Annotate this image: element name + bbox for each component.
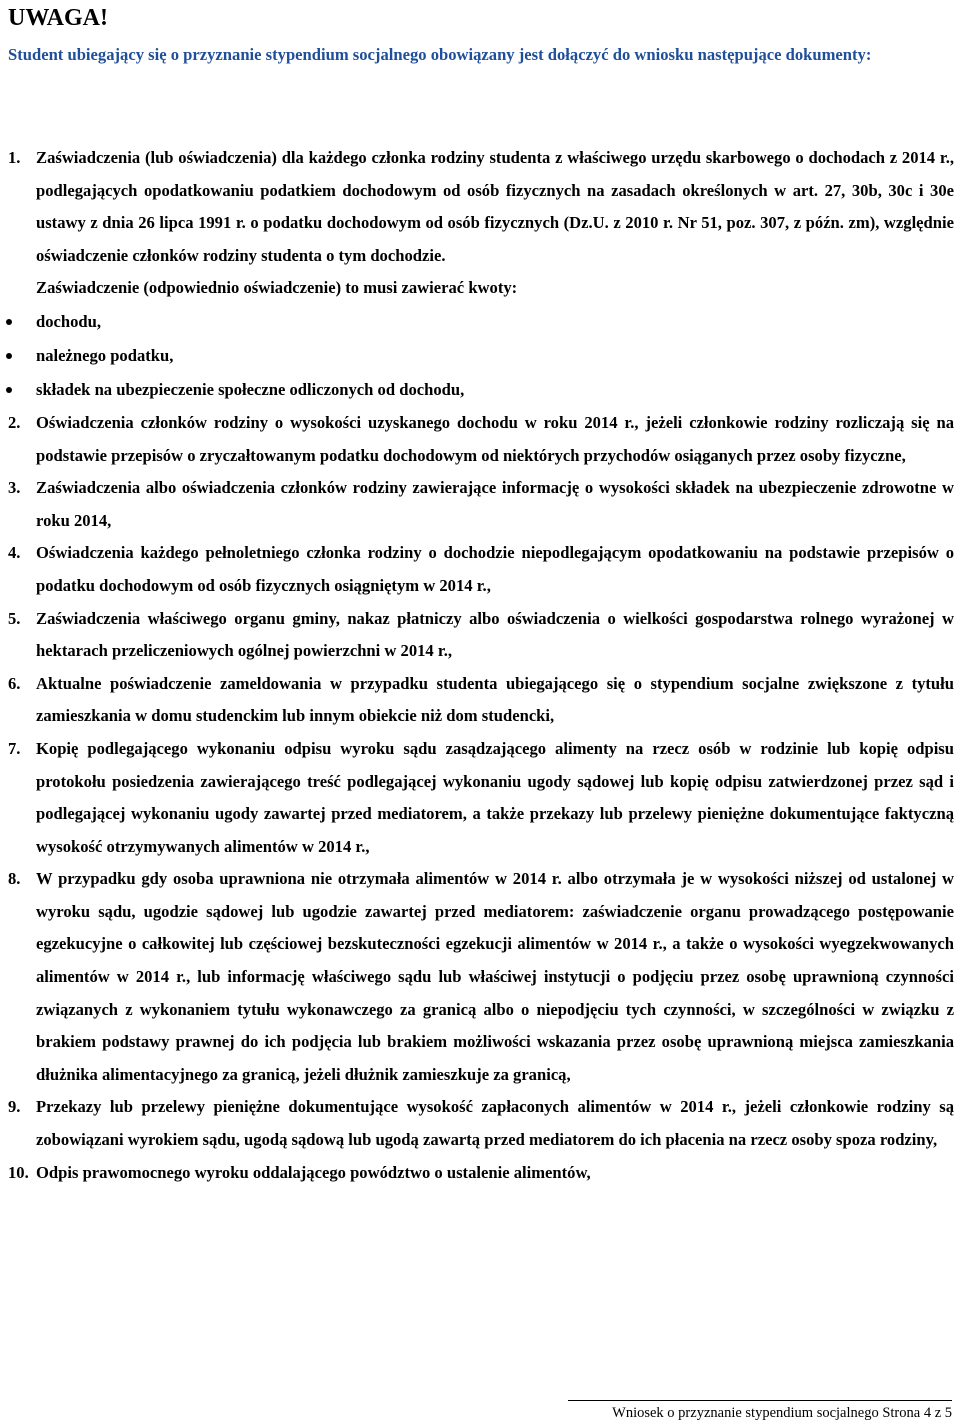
list-item	[4, 142, 954, 272]
bullet-text: należnego podatku,	[36, 345, 174, 365]
sub-intro: Zaświadczenie (odpowiednio oświadczenie) to musi zawierać kwoty:	[36, 278, 518, 298]
bullet-list	[4, 305, 954, 407]
item-text: Zaświadczenia (lub oświadczenia) dla każdego członka rodziny studenta z właściwego urzędu skarbowego o dochodach z 2014 r., podlegających opodatkowaniu podatkiem dochodowym od osób fizycznych na zasadach określonych w art. 27, 30b, 30c i 30e ustawy z dnia 26 lipca 1991 r. o podatku dochodowym od osób fizycznych (Dz.U. z 2010 r. Nr 51, poz. 307, z późn. zm), względnie oświadczenie członków rodziny studenta o tym dochodzie.	[36, 148, 954, 265]
item-text: Kopię podlegającego wykonaniu odpisu wyroku sądu zasądzającego alimenty na rzecz osób w rodzinie lub kopię odpisu protokołu posiedzenia zawierającego treść podlegającej wykonaniu ugody sądowej lub kopię odpisu zatwierdzonej przez sąd i podlegającej wykonaniu ugody zawartej przed mediatorem, a także przekazy lub przelewy pieniężne dokumentujące faktyczną wysokość otrzymywanych alimentów w 2014 r.,	[36, 738, 954, 856]
list-item	[4, 668, 954, 733]
item-text: W przypadku gdy osoba uprawniona nie otrzymała alimentów w 2014 r. albo otrzymała je w wysokości niższej od ustalonej w wyroku sądu, ugodzie sądowej lub ugodzie zawartej przed mediatorem: zaświadczenie organu prowadzącego postępowanie egzekucyjne o całkowitej lub częściowej bezskuteczności egzekucji alimentów w 2014 r., a także o wysokości wyegzekwowanych alimentów w 2014 r., lub informację właściwego sądu lub właściwej instytucji o podjęciu przez osobę uprawnioną czynności związanych z wykonaniem tytułu wykonawczego za granicą albo o niepodjęciu tych czynności, w szczególności w związku z brakiem podstawy prawnej do ich podjęcia lub brakiem możliwości wskazania przez osobę uprawnioną miejsca zamieszkania dłużnika alimentacyjnego za granicą, jeżeli dłużnik zamieszkuje za granicą,	[36, 869, 954, 1084]
list-item	[4, 537, 954, 602]
item-number: 1.	[8, 148, 21, 167]
list-item	[4, 472, 954, 537]
item-text: Oświadczenia członków rodziny o wysokości uzyskanego dochodu w roku 2014 r., jeżeli członkowie rodziny rozliczają się na podstawie przepisów o zryczałtowanym podatku dochodowym od niektórych przychodów osiąganych przez osoby fizyczne,	[36, 412, 954, 465]
list-item	[4, 407, 954, 472]
item-number: 6.	[8, 673, 21, 693]
item-number: 3.	[8, 478, 21, 498]
item-text: Zaświadczenia właściwego organu gminy, nakaz płatniczy albo oświadczenia o wielkości gospodarstwa rolnego wyrażonej w hektarach przeliczeniowych ogólnej powierzchni w 2014 r.,	[36, 608, 954, 661]
list-item	[4, 603, 954, 668]
list-item	[4, 1157, 954, 1190]
item-text: Odpis prawomocnego wyroku oddalającego powództwo o ustalenie alimentów,	[36, 1162, 591, 1182]
item-text: Zaświadczenia albo oświadczenia członków rodziny zawierające informację o wysokości składek na ubezpieczenie zdrowotne w roku 2014,	[36, 478, 954, 530]
item-text: Aktualne poświadczenie zameldowania w przypadku studenta ubiegającego się o stypendium socjalne zwiększone z tytułu zamieszkania w domu studenckim lub innym obiekcie niż dom studencki,	[36, 673, 954, 726]
list-item	[4, 733, 954, 863]
list-item	[4, 863, 954, 1091]
page-footer: Wniosek o przyznanie stypendium socjalnego Strona 4 z 5	[568, 1400, 952, 1425]
bullet-item	[4, 305, 954, 339]
item-number: 2.	[8, 412, 21, 432]
item-number: 4.	[8, 543, 21, 563]
item-number: 10.	[8, 1162, 29, 1182]
item-number: 8.	[8, 869, 21, 889]
requirements-list	[4, 142, 954, 1189]
item-text: Oświadczenia każdego pełnoletniego członka rodziny o dochodzie niepodlegającym opodatkowaniu na podstawie przepisów o podatku dochodowym od osób fizycznych osiągniętym w 2014 r.,	[36, 543, 954, 595]
bullet-text: składek na ubezpieczenie społeczne odliczonych od dochodu,	[36, 379, 465, 399]
list-item	[4, 1091, 954, 1156]
bullet-text: dochodu,	[36, 311, 102, 331]
bullet-icon	[6, 353, 12, 359]
item-number: 7.	[8, 738, 21, 758]
item-number: 5.	[8, 608, 21, 628]
bullet-icon	[6, 319, 12, 325]
bullet-icon	[6, 387, 12, 393]
bullet-item	[4, 373, 954, 407]
page-title: UWAGA!	[8, 5, 108, 31]
bullet-item	[4, 339, 954, 373]
item-number: 9.	[8, 1097, 21, 1117]
item-text: Przekazy lub przelewy pieniężne dokumentujące wysokość zapłaconych alimentów w 2014 r., jeżeli członkowie rodziny są zobowiązani wyrokiem sądu, ugodą sądową lub ugodą zawartą przed mediatorem do ich płacenia na rzecz osoby spoza rodziny,	[36, 1097, 954, 1150]
intro-paragraph: Student ubiegający się o przyznanie stypendium socjalnego obowiązany jest dołączyć do wniosku następujące dokumenty:	[8, 45, 872, 64]
